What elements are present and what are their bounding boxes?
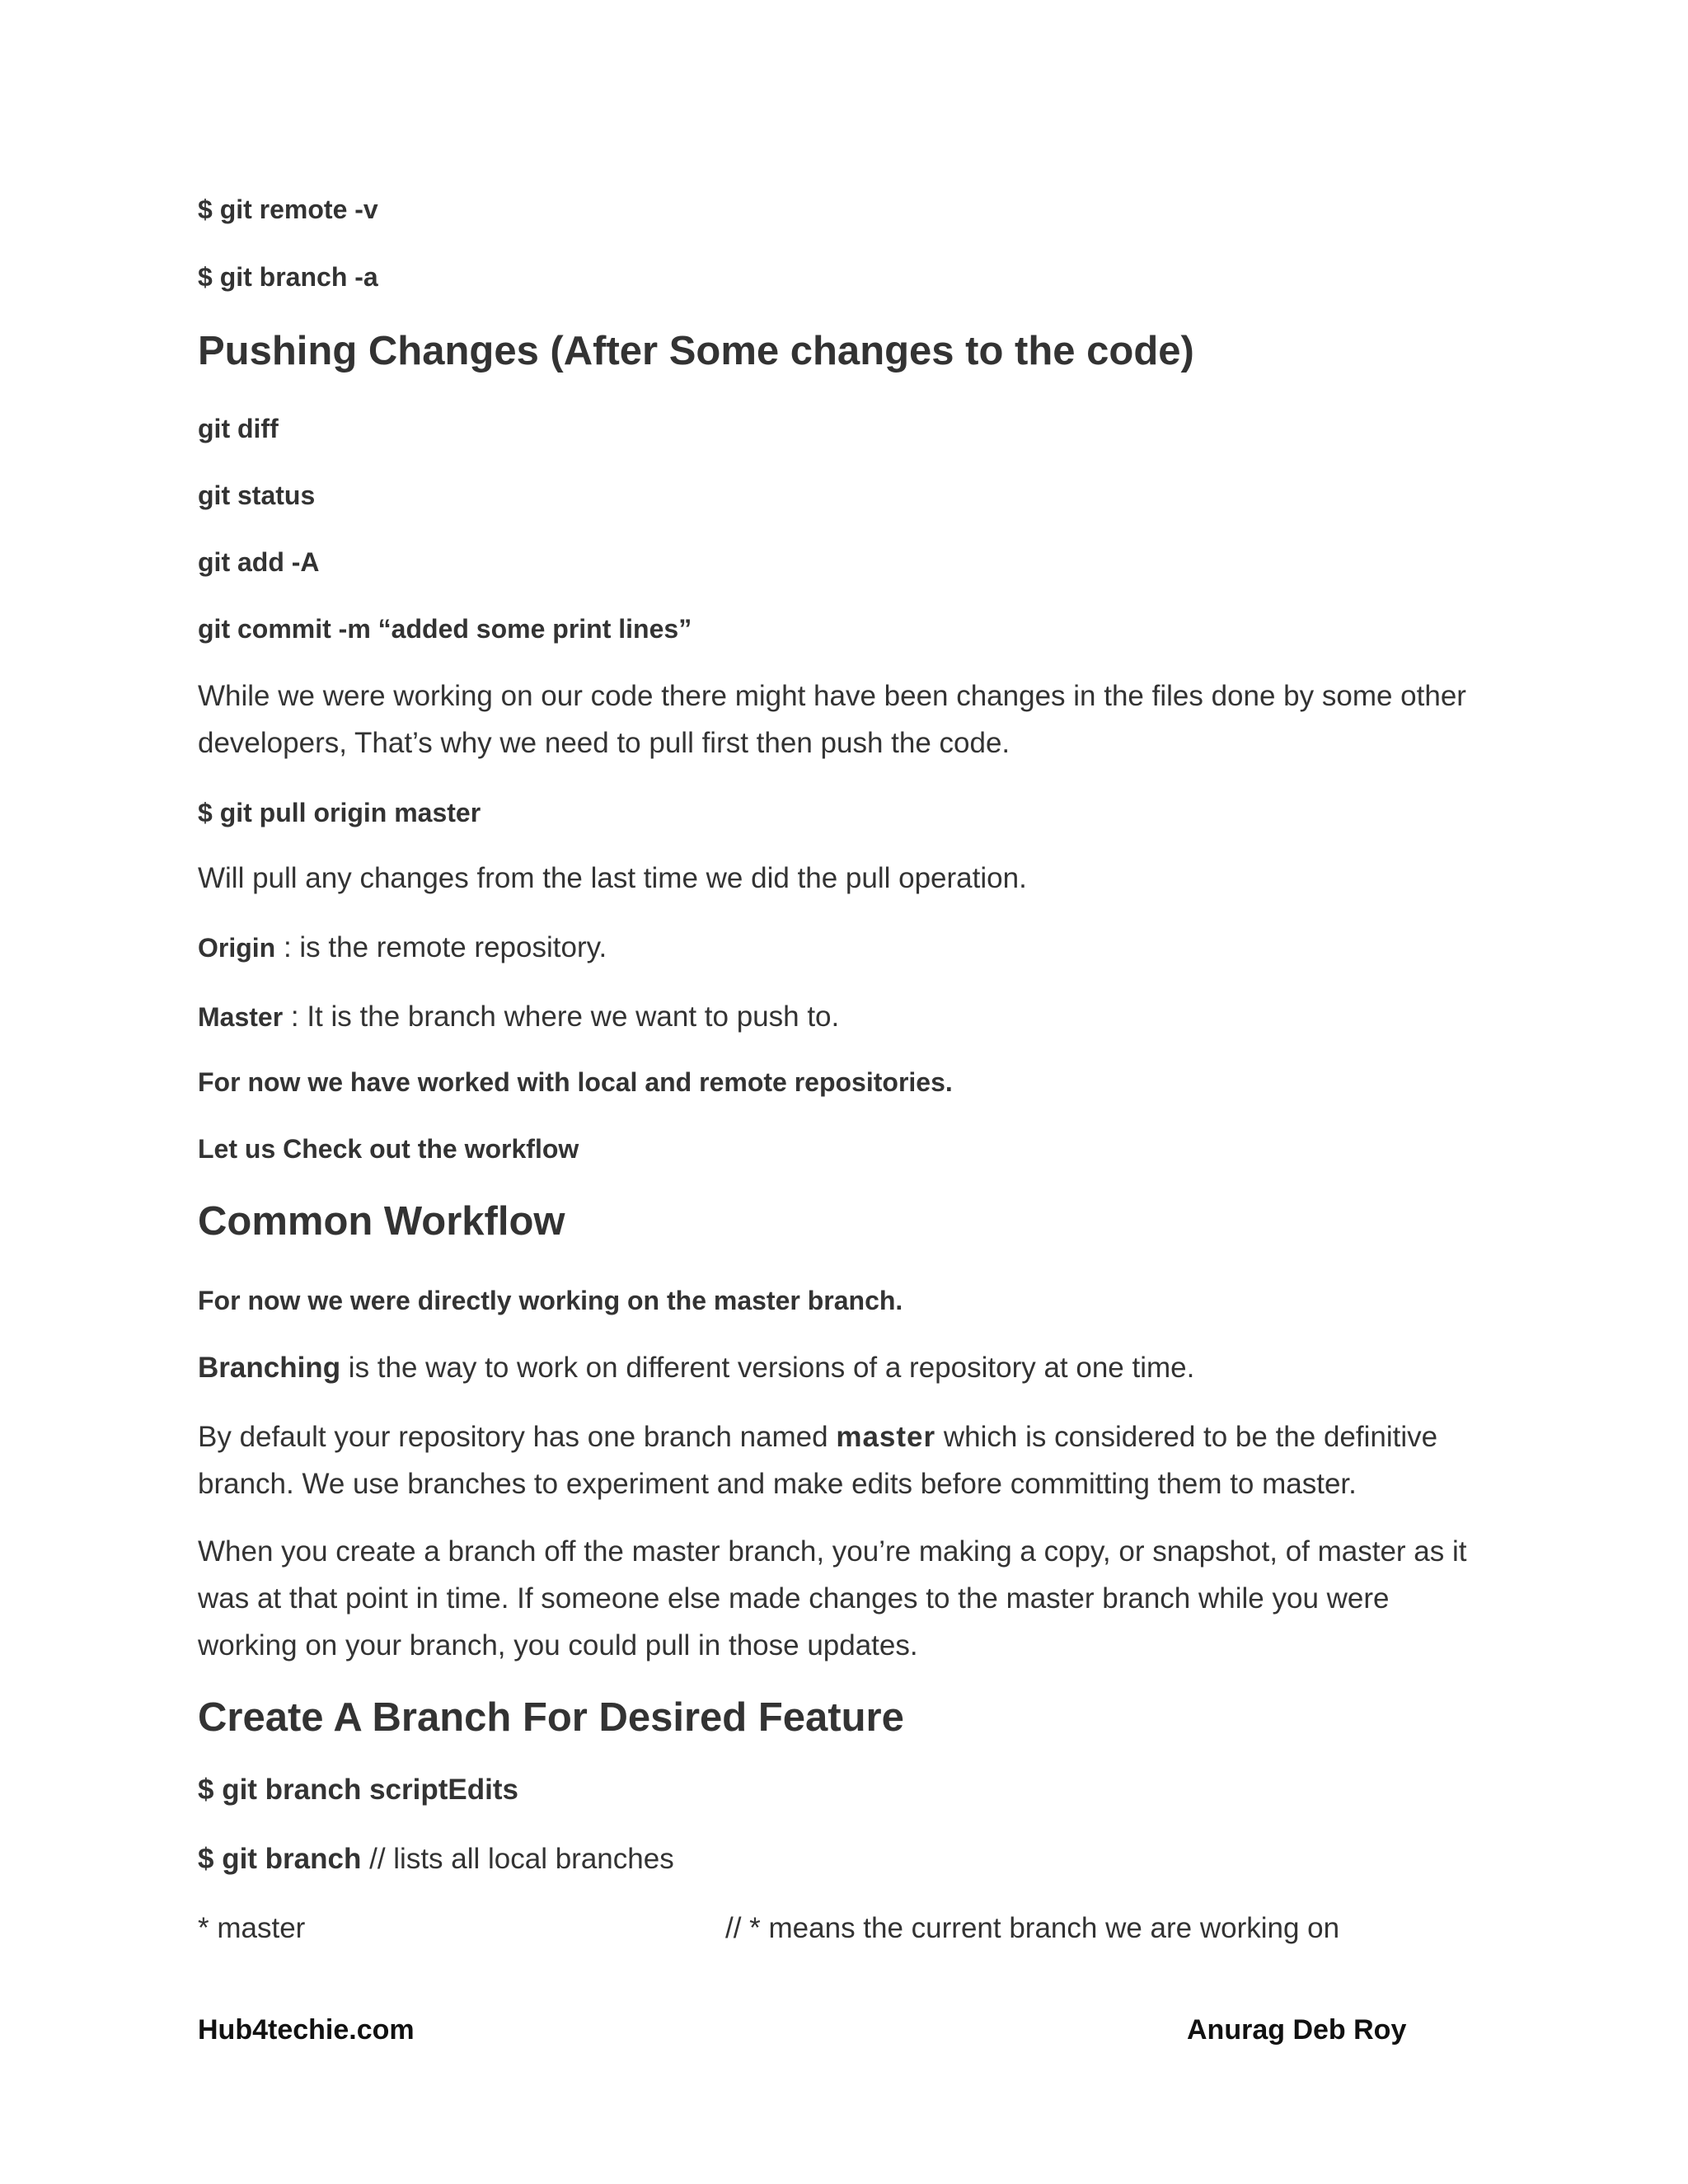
command-git-branch-all: $ git branch -a (198, 262, 378, 292)
branching-label: Branching (198, 1352, 341, 1384)
branch-list-command: $ git branch (198, 1843, 362, 1875)
branching-text: is the way to work on different versions of a repository at one time. (340, 1352, 1195, 1384)
command-git-commit: git commit -m “added some print lines” (198, 614, 692, 644)
default-text-c: which is considered to be the definitive (935, 1421, 1438, 1453)
paragraph-while-line-1: While we were working on our code there might have been changes in the files done by some other (198, 680, 1466, 712)
note-local-remote: For now we have worked with local and remote repositories. (198, 1067, 953, 1097)
default-text-a: By default your repository has one branch named (198, 1421, 837, 1453)
definition-master (198, 1001, 839, 1033)
default-master-word: master (836, 1421, 936, 1453)
heading-create-branch: Create A Branch For Desired Feature (198, 1695, 904, 1740)
paragraph-will-pull: Will pull any changes from the last time we did the pull operation. (198, 862, 1027, 894)
note-workflow: Let us Check out the workflow (198, 1134, 579, 1164)
paragraph-default-line-1 (198, 1421, 1437, 1454)
command-git-pull: $ git pull origin master (198, 798, 481, 827)
footer-site: Hub4techie.com (198, 2014, 415, 2046)
paragraph-while-line-2: developers, That’s why we need to pull first then push the code. (198, 727, 1010, 759)
paragraph-branching (198, 1352, 1194, 1385)
footer-author: Anurag Deb Roy (1187, 2014, 1407, 2046)
current-branch-comment: // * means the current branch we are working on (725, 1912, 1340, 1944)
heading-pushing-changes: Pushing Changes (After Some changes to the code) (198, 329, 1194, 373)
command-git-diff: git diff (198, 414, 279, 443)
origin-text: : is the remote repository. (275, 931, 607, 963)
command-git-add: git add -A (198, 547, 320, 577)
branch-list-comment: // lists all local branches (361, 1843, 674, 1875)
current-branch-master: * master (198, 1912, 306, 1944)
command-git-status: git status (198, 480, 316, 510)
command-git-remote: $ git remote -v (198, 194, 378, 224)
branch-list-output (198, 1912, 1340, 1945)
paragraph-when-line-1: When you create a branch off the master branch, you’re making a copy, or snapshot, of master as it (198, 1535, 1467, 1568)
definition-origin (198, 931, 607, 964)
paragraph-when-line-2: was at that point in time. If someone else made changes to the master branch while you were (198, 1582, 1390, 1615)
master-text: : It is the branch where we want to push to. (283, 1001, 840, 1033)
command-git-branch-list (198, 1843, 674, 1876)
note-master-branch: For now we were directly working on the master branch. (198, 1286, 903, 1315)
command-git-branch-script: $ git branch scriptEdits (198, 1774, 518, 1806)
paragraph-default-line-2: branch. We use branches to experiment and make edits before committing them to master. (198, 1468, 1357, 1500)
master-label: Master (198, 1002, 284, 1032)
heading-common-workflow: Common Workflow (198, 1199, 565, 1244)
paragraph-when-line-3: working on your branch, you could pull in those updates. (198, 1629, 918, 1661)
origin-label: Origin (198, 933, 276, 963)
